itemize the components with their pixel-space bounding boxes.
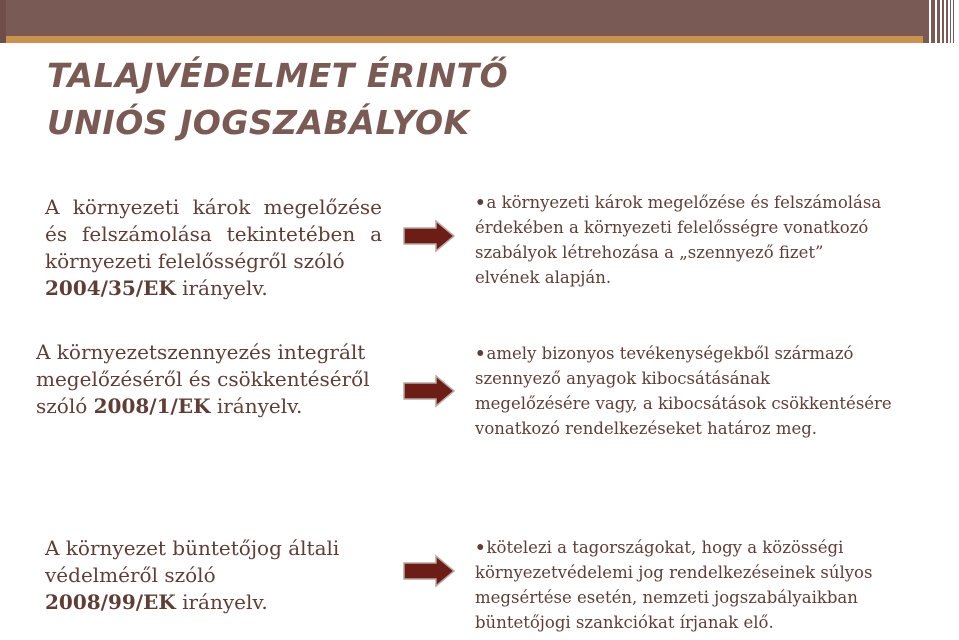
bullet-icon: • [475,344,486,363]
slide-title-line: TALAJVÉDELMET ÉRINTŐ [47,56,509,95]
law-number: 2004/35/EK [45,276,176,300]
slide-title [47,52,647,146]
description-line: szennyező anyagok kibocsátásának [475,369,771,388]
description-line: érdekében a környezeti felelősségre vonatkozó [475,218,869,237]
law-prefix: szóló [36,394,88,418]
law-name-line: A környezeti károk megelőzése [45,195,382,219]
header-bar [0,0,929,36]
law-name-line: védelméről szóló [45,563,216,587]
description-line: vonatkozó rendelkezéseket határoz meg. [475,419,818,438]
bullet-icon: • [475,193,486,212]
law-name-2008-1-ek [36,339,396,420]
description-line: megelőzésére vagy, a kibocsátások csökkentésére [475,394,892,413]
description-line: megsértése esetén, nemzeti jogszabályaikban [475,588,858,607]
law-suffix: irányelv. [182,276,268,300]
right-arrow-icon [403,374,455,408]
law-name-line: és felszámolása tekintetében a [45,222,382,246]
law-number: 2008/99/EK [45,590,176,614]
law-suffix: irányelv. [182,590,268,614]
law-description [475,190,950,290]
right-arrow-icon [403,554,455,588]
description-line: szabályok létrehozása a „szennyező fizet” [475,243,824,262]
description-line: elvének alapján. [475,268,612,287]
description-line: •kötelezi a tagországokat, hogy a közösségi [475,538,844,557]
law-name-line: megelőzéséről és csökkentéséről [36,367,370,391]
right-arrow-icon [403,219,455,253]
law-name-2004-35-ek [45,194,382,302]
slide-title-line: UNIÓS JOGSZABÁLYOK [47,103,470,142]
law-suffix: irányelv. [216,394,303,418]
description-line: büntetőjogi szankciókat írjanak elő. [475,613,774,632]
law-name-line: környezeti felelősségről szóló [45,249,345,273]
law-description [475,535,950,635]
law-name-line: A környezet büntetőjog általi [45,536,340,560]
bullet-icon: • [475,538,486,557]
law-name-2008-99-ek [45,535,365,616]
law-name-line: A környezetszennyezés integrált [36,340,366,364]
description-line: környezetvédelemi jog rendelkezéseinek súlyos [475,563,873,582]
description-line: •a környezeti károk megelőzése és felszámolása [475,193,882,212]
law-number: 2008/1/EK [93,394,211,418]
law-description [475,341,950,441]
header-stripes [923,0,959,43]
description-line: •amely bizonyos tevékenységekből származó [475,344,854,363]
header-accent-stripe [6,36,923,43]
header-band [6,0,923,36]
